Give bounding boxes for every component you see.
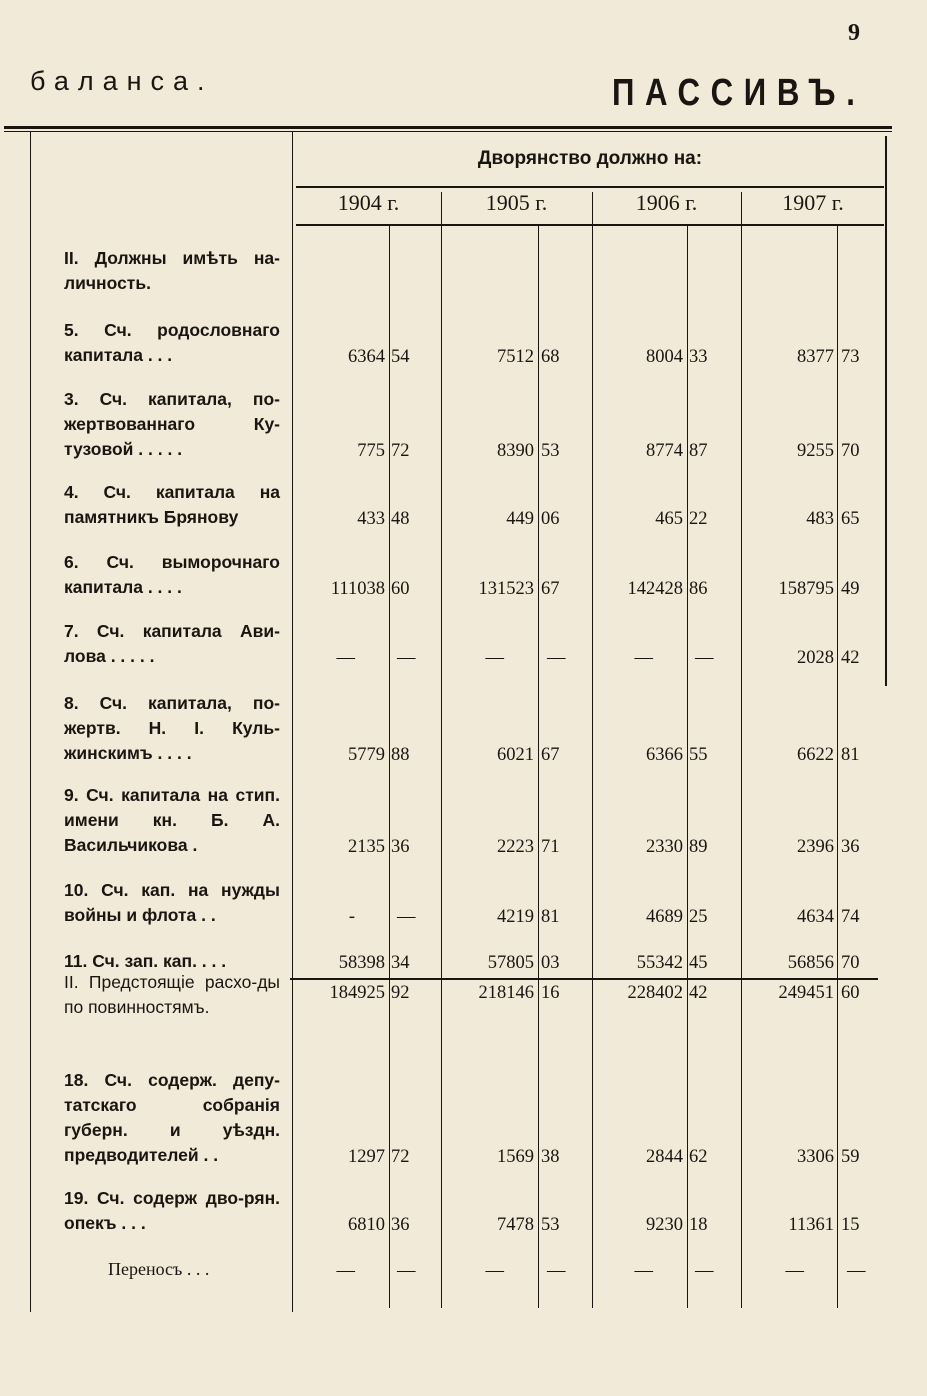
amount-kopecks: 59 [841,1147,860,1167]
amount-kopecks: 86 [689,579,708,599]
amount-kopecks: 33 [689,347,708,367]
amount-kopecks: 72 [391,1147,410,1167]
amount-rubles: 465 [655,509,683,529]
amount-rubles: 6810 [348,1215,385,1235]
amount-kopecks: 67 [541,745,560,765]
year-header-1905: 1905 г. [485,190,548,215]
amount-rubles: 7478 [497,1215,534,1235]
amount-rubles: — [336,648,355,668]
amount-kopecks: 92 [391,983,410,1003]
amount-rubles: 218146 [478,983,534,1003]
amount-rubles: 8390 [497,441,534,461]
amount-kopecks: 36 [391,1215,410,1235]
amount-rubles: 8377 [797,347,834,367]
amount-rubles: 11361 [788,1215,834,1235]
year-header-1904: 1904 г. [337,190,400,215]
amount-kopecks: 53 [541,1215,560,1235]
amount-kopecks: 65 [841,509,860,529]
amount-kopecks: — [397,907,416,927]
amount-kopecks: 16 [541,983,560,1003]
amount-kopecks: 45 [689,953,708,973]
amount-rubles: 6622 [797,745,834,765]
amount-rubles: 3306 [797,1147,834,1167]
amount-kopecks: 87 [689,441,708,461]
amount-kopecks: — [547,1261,566,1281]
year-header-1906: 1906 г. [635,190,698,215]
row-label: 9. Сч. капитала на стип. имени кн. Б. А. Васильчикова . [64,785,280,855]
amount-kopecks: 55 [689,745,708,765]
amount-kopecks: 68 [541,347,560,367]
amount-rubles: 228402 [627,983,683,1003]
amount-rubles: 1569 [497,1147,534,1167]
amount-rubles: 8004 [646,347,683,367]
row-label: 11. Сч. зап. кап. . . . [64,951,227,971]
right-heading: ПАССИВЪ. [612,72,866,114]
amount-kopecks: 72 [391,441,410,461]
amount-rubles: 249451 [778,983,834,1003]
amount-kopecks: 25 [689,907,708,927]
amount-rubles: 7512 [497,347,534,367]
group-header: Дворянство должно на: [477,148,703,169]
amount-rubles: 56856 [787,953,834,973]
amount-kopecks: 34 [391,953,410,973]
amount-kopecks: 48 [391,509,410,529]
amount-rubles: 4219 [497,907,534,927]
amount-rubles: 142428 [627,579,683,599]
amount-rubles: 184925 [329,983,385,1003]
amount-rubles: 111038 [330,579,385,599]
amount-rubles: 775 [357,441,385,461]
amount-rubles: — [634,648,653,668]
row-label: 6. Сч. выморочнаго капитала . . . . [64,552,280,597]
amount-kopecks: 22 [689,509,708,529]
amount-kopecks: 70 [841,441,860,461]
amount-kopecks: 49 [841,579,860,599]
amount-rubles: 158795 [778,579,834,599]
amount-kopecks: 62 [689,1147,708,1167]
amount-rubles: - [348,907,355,927]
amount-kopecks: 42 [841,648,860,668]
amount-kopecks: 36 [841,837,860,857]
row-label: 3. Сч. капитала, по-жертвованнаго Ку-тузовой . . . . . [64,389,280,459]
amount-rubles: 433 [357,509,385,529]
amount-kopecks: — [695,648,714,668]
row-label: Переносъ . . . [108,1259,210,1279]
amount-kopecks: 15 [841,1215,860,1235]
row-label: 19. Сч. содерж дво-рян. опекъ . . . [64,1188,280,1233]
amount-kopecks: 67 [541,579,560,599]
amount-rubles: 6366 [646,745,683,765]
amount-rubles: 5779 [348,745,385,765]
amount-rubles: 2844 [646,1147,683,1167]
amount-kopecks: 88 [391,745,410,765]
amount-kopecks: 71 [541,837,560,857]
amount-rubles: 57805 [487,953,534,973]
row-label: 7. Сч. капитала Ави-лова . . . . . [64,621,280,666]
amount-kopecks: 06 [541,509,560,529]
amount-rubles: 9230 [646,1215,683,1235]
amount-rubles: — [336,1261,355,1281]
amount-rubles: — [485,1261,504,1281]
amount-kopecks: 42 [689,983,708,1003]
row-label: 18. Сч. содерж. депу-татскаго собранія губерн. и уѣздн. предводителей . . [64,1070,280,1165]
amount-kopecks: 60 [391,579,410,599]
row-label: II. Предстоящіе расхо-ды по повинностямъ. [64,972,280,1017]
amount-rubles: 2330 [646,837,683,857]
amount-rubles: 4689 [646,907,683,927]
amount-kopecks: 74 [841,907,860,927]
amount-kopecks: — [847,1261,866,1281]
amount-rubles: 449 [506,509,534,529]
amount-rubles: 2028 [797,648,834,668]
amount-rubles: 131523 [478,579,534,599]
amount-rubles: 2135 [348,837,385,857]
amount-kopecks: 60 [841,983,860,1003]
amount-kopecks: 54 [391,347,410,367]
amount-kopecks: — [547,648,566,668]
amount-kopecks: 03 [541,953,560,973]
amount-rubles: 6364 [348,347,385,367]
amount-rubles: 2396 [797,837,834,857]
amount-rubles: — [634,1261,653,1281]
amount-kopecks: — [397,648,416,668]
amount-rubles: 1297 [348,1147,385,1167]
row-label: 4. Сч. капитала на памятникъ Брянову [64,482,280,527]
amount-kopecks: 38 [541,1147,560,1167]
amount-rubles: 58398 [338,953,385,973]
amount-rubles: 8774 [646,441,683,461]
amount-rubles: 9255 [797,441,834,461]
amount-kopecks: 18 [689,1215,708,1235]
row-label: 8. Сч. капитала, по-жертв. Н. I. Куль-жинскимъ . . . . [64,693,280,763]
row-label: 5. Сч. родословнаго капитала . . . [64,320,280,365]
amount-rubles: 2223 [497,837,534,857]
amount-kopecks: 53 [541,441,560,461]
amount-rubles: 6021 [497,745,534,765]
amount-rubles: — [785,1261,804,1281]
amount-rubles: — [485,648,504,668]
amount-kopecks: 81 [541,907,560,927]
amount-kopecks: 81 [841,745,860,765]
row-label: II. Должны имѣть на-личность. [64,248,280,293]
left-heading: баланса. [30,66,214,96]
year-header-1907: 1907 г. [782,190,844,215]
amount-kopecks: 73 [841,347,860,367]
amount-kopecks: — [397,1261,416,1281]
row-label: 10. Сч. кап. на нужды войны и флота . . [64,880,280,925]
amount-kopecks: — [695,1261,714,1281]
amount-rubles: 483 [806,509,834,529]
amount-rubles: 4634 [797,907,834,927]
page-number: 9 [848,20,860,46]
amount-kopecks: 36 [391,837,410,857]
amount-rubles: 55342 [636,953,683,973]
amount-kopecks: 70 [841,953,860,973]
amount-kopecks: 89 [689,837,708,857]
